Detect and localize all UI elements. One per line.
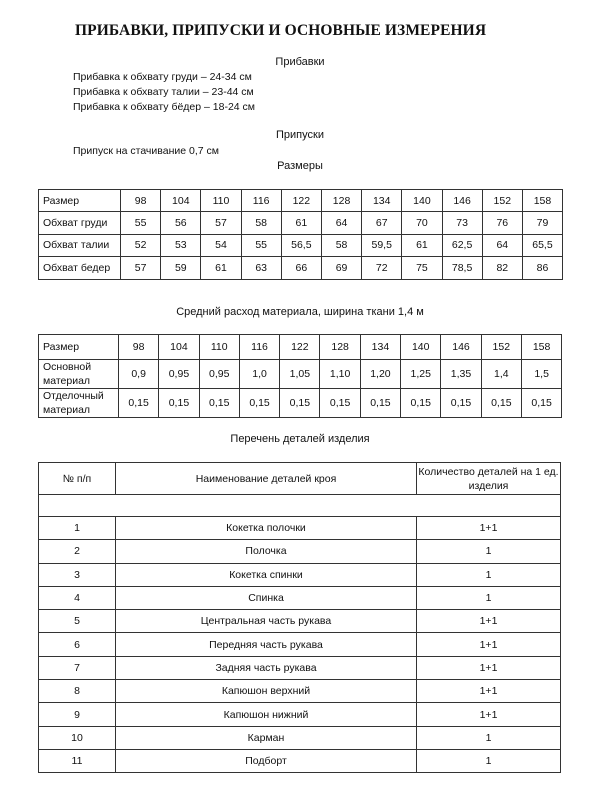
table-header-cell: № п/п (39, 463, 116, 495)
table-cell: 0,15 (239, 389, 279, 418)
table-header-cell: 128 (320, 335, 360, 360)
table-cell: 0,15 (521, 389, 561, 418)
table-cell: Задняя часть рукава (116, 656, 417, 679)
table-cell: 1+1 (417, 633, 561, 656)
table-cell: 57 (201, 212, 241, 234)
table-cell: 6 (39, 633, 116, 656)
table-cell: 53 (161, 234, 201, 256)
table-header-cell: 140 (401, 335, 441, 360)
table-cell: 1,25 (401, 360, 441, 389)
table-row (39, 234, 563, 256)
table-cell: Кокетка спинки (116, 563, 417, 586)
table-cell: 3 (39, 563, 116, 586)
table-row (39, 212, 563, 234)
table-header-cell: 98 (119, 335, 159, 360)
table-cell: 1 (39, 517, 116, 540)
table-cell: 4 (39, 586, 116, 609)
table-cell: 75 (402, 257, 442, 279)
table-cell: 67 (362, 212, 402, 234)
table-header-cell: Размер (39, 335, 119, 360)
table-cell: 1,20 (360, 360, 400, 389)
table-cell: 0,15 (119, 389, 159, 418)
table-cell: 64 (482, 234, 522, 256)
table-cell: Отделочный материал (39, 389, 119, 418)
table-cell: Кокетка полочки (116, 517, 417, 540)
table-cell: 1 (417, 540, 561, 563)
table-row (39, 360, 562, 389)
table-header-cell: 140 (402, 190, 442, 212)
table-cell: 55 (241, 234, 281, 256)
table-cell: 9 (39, 703, 116, 726)
table-cell: 0,15 (280, 389, 320, 418)
table-header-cell: 134 (362, 190, 402, 212)
sizes-heading: Размеры (277, 160, 323, 172)
table-row (39, 749, 561, 772)
table-cell: 0,15 (481, 389, 521, 418)
table-cell: Капюшон нижний (116, 703, 417, 726)
sizes-table (38, 189, 563, 280)
table-cell: 56,5 (281, 234, 321, 256)
table-header-cell: 98 (121, 190, 161, 212)
table-cell: 61 (201, 257, 241, 279)
table-row (39, 586, 561, 609)
table-header-cell: 104 (159, 335, 199, 360)
table-header-row (39, 190, 563, 212)
table-row (39, 633, 561, 656)
table-cell: Обхват груди (39, 212, 121, 234)
table-cell: 2 (39, 540, 116, 563)
table-row (39, 563, 561, 586)
table-header-row (39, 335, 562, 360)
table-header-cell: 122 (280, 335, 320, 360)
table-cell: 1,0 (239, 360, 279, 389)
allowance-chest: Прибавка к обхвату груди – 24-34 см (73, 71, 252, 83)
table-cell: 58 (241, 212, 281, 234)
table-cell: 56 (161, 212, 201, 234)
table-header-row (39, 463, 561, 495)
seam-allowance: Припуск на стачивание 0,7 см (73, 145, 219, 157)
table-cell: 1+1 (417, 656, 561, 679)
table-header-cell: 116 (239, 335, 279, 360)
table-cell: Обхват бедер (39, 257, 121, 279)
table-cell: 73 (442, 212, 482, 234)
table-row (39, 703, 561, 726)
table-cell: 1,4 (481, 360, 521, 389)
table-cell: 0,15 (320, 389, 360, 418)
table-cell: 1+1 (417, 703, 561, 726)
table-cell: Центральная часть рукава (116, 610, 417, 633)
table-cell (39, 495, 561, 517)
allowance-waist: Прибавка к обхвату талии – 23-44 см (73, 86, 254, 98)
table-cell: 61 (281, 212, 321, 234)
table-header-cell: Наименование деталей кроя (116, 463, 417, 495)
page-title: ПРИБАВКИ, ПРИПУСКИ И ОСНОВНЫЕ ИЗМЕРЕНИЯ (75, 22, 487, 39)
table-cell: Капюшон верхний (116, 680, 417, 703)
table-cell: 55 (121, 212, 161, 234)
table-cell: 1+1 (417, 610, 561, 633)
table-cell: 0,15 (199, 389, 239, 418)
table-cell: 82 (482, 257, 522, 279)
table-cell: 61 (402, 234, 442, 256)
table-header-cell: 152 (482, 190, 522, 212)
parts-heading: Перечень деталей изделия (230, 433, 370, 445)
table-cell: Подборт (116, 749, 417, 772)
table-cell: 59 (161, 257, 201, 279)
table-header-cell: 110 (199, 335, 239, 360)
table-row (39, 257, 563, 279)
table-cell: 8 (39, 680, 116, 703)
table-cell: 1 (417, 586, 561, 609)
table-cell: 0,15 (360, 389, 400, 418)
table-cell: 0,95 (199, 360, 239, 389)
table-header-cell: 122 (281, 190, 321, 212)
table-header-cell: 110 (201, 190, 241, 212)
table-cell: 72 (362, 257, 402, 279)
table-row (39, 517, 561, 540)
table-row (39, 610, 561, 633)
table-cell: 11 (39, 749, 116, 772)
table-cell: 0,15 (401, 389, 441, 418)
table-cell: 62,5 (442, 234, 482, 256)
seams-heading: Припуски (276, 129, 324, 141)
parts-list-table (38, 462, 561, 773)
table-cell: 10 (39, 726, 116, 749)
table-header-cell: Количество деталей на 1 ед. изделия (417, 463, 561, 495)
table-blank-row (39, 495, 561, 517)
table-cell: 1+1 (417, 680, 561, 703)
table-header-cell: 146 (442, 190, 482, 212)
table-cell: 1,5 (521, 360, 561, 389)
table-cell: 0,15 (159, 389, 199, 418)
table-header-cell: 158 (522, 190, 562, 212)
table-cell: 1,35 (441, 360, 481, 389)
allowance-hips: Прибавка к обхвату бёдер – 18-24 см (73, 101, 256, 113)
table-row (39, 389, 562, 418)
table-cell: 57 (121, 257, 161, 279)
table-cell: 64 (321, 212, 361, 234)
table-cell: 1,05 (280, 360, 320, 389)
allowances-heading: Прибавки (275, 56, 325, 68)
table-cell: 65,5 (522, 234, 562, 256)
table-cell: Полочка (116, 540, 417, 563)
table-cell: 69 (321, 257, 361, 279)
table-header-cell: 128 (321, 190, 361, 212)
table-header-cell: 116 (241, 190, 281, 212)
table-cell: Спинка (116, 586, 417, 609)
table-cell: 54 (201, 234, 241, 256)
table-cell: 0,95 (159, 360, 199, 389)
table-cell: 59,5 (362, 234, 402, 256)
table-cell: 70 (402, 212, 442, 234)
table-header-cell: 158 (521, 335, 561, 360)
table-cell: 63 (241, 257, 281, 279)
table-cell: Основной материал (39, 360, 119, 389)
table-header-cell: 146 (441, 335, 481, 360)
fabric-heading: Средний расход материала, ширина ткани 1,4 м (176, 306, 424, 318)
table-row (39, 680, 561, 703)
table-cell: 0,9 (119, 360, 159, 389)
table-cell: 66 (281, 257, 321, 279)
table-cell: 1 (417, 749, 561, 772)
table-cell: 1,10 (320, 360, 360, 389)
table-header-cell: 134 (360, 335, 400, 360)
table-cell: 76 (482, 212, 522, 234)
table-cell: Карман (116, 726, 417, 749)
table-cell: Обхват талии (39, 234, 121, 256)
table-row (39, 540, 561, 563)
table-row (39, 656, 561, 679)
table-cell: 1+1 (417, 517, 561, 540)
table-cell: 78,5 (442, 257, 482, 279)
fabric-consumption-table (38, 334, 562, 418)
table-cell: 79 (522, 212, 562, 234)
table-cell: 5 (39, 610, 116, 633)
table-row (39, 726, 561, 749)
table-cell: 52 (121, 234, 161, 256)
table-cell: 86 (522, 257, 562, 279)
table-cell: 1 (417, 563, 561, 586)
table-cell: 1 (417, 726, 561, 749)
table-header-cell: Размер (39, 190, 121, 212)
table-header-cell: 152 (481, 335, 521, 360)
table-cell: 0,15 (441, 389, 481, 418)
table-cell: 7 (39, 656, 116, 679)
table-cell: Передняя часть рукава (116, 633, 417, 656)
table-cell: 58 (321, 234, 361, 256)
table-header-cell: 104 (161, 190, 201, 212)
